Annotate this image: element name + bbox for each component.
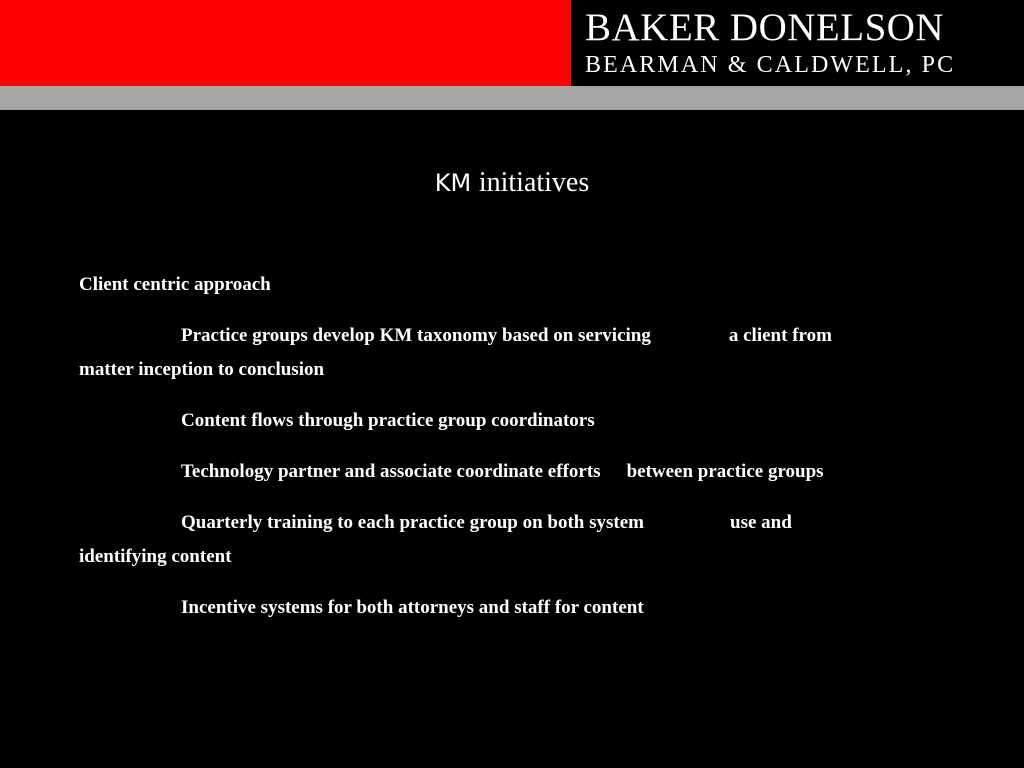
bullet-text: Quarterly training to each practice group on both system	[181, 512, 644, 533]
bullet-item	[79, 506, 959, 574]
bullet-text: Technology partner and associate coordinate efforts	[181, 461, 601, 482]
bullet-item	[79, 319, 959, 387]
firm-logo	[571, 0, 1024, 86]
bullet-text: Incentive systems for both attorneys and staff for content	[181, 597, 644, 618]
header-red-bar	[0, 0, 571, 86]
title-rest: initiatives	[478, 167, 590, 198]
bullet-text: a client from	[728, 325, 832, 346]
slide-body	[79, 268, 959, 642]
bullet-text: Content flows through practice group coordinators	[181, 410, 595, 431]
bullet-text: matter inception to conclusion	[79, 359, 325, 380]
bullet-text: Practice groups develop KM taxonomy based on servicing	[181, 325, 651, 346]
title-keyword: KM	[434, 169, 472, 197]
header-gray-band	[0, 86, 1024, 110]
bullet-item	[79, 455, 959, 489]
bullet-item	[79, 591, 959, 625]
logo-line1: BAKER DONELSON	[585, 6, 945, 49]
bullet-text: use and	[730, 512, 792, 533]
logo-line2: BEARMAN & CALDWELL, PC	[585, 52, 956, 78]
bullet-text: between practice groups	[626, 461, 824, 482]
bullet-item	[79, 404, 959, 438]
section-heading: Client centric approach	[79, 274, 271, 295]
slide-title	[0, 163, 1024, 203]
bullet-text: identifying content	[79, 546, 232, 567]
